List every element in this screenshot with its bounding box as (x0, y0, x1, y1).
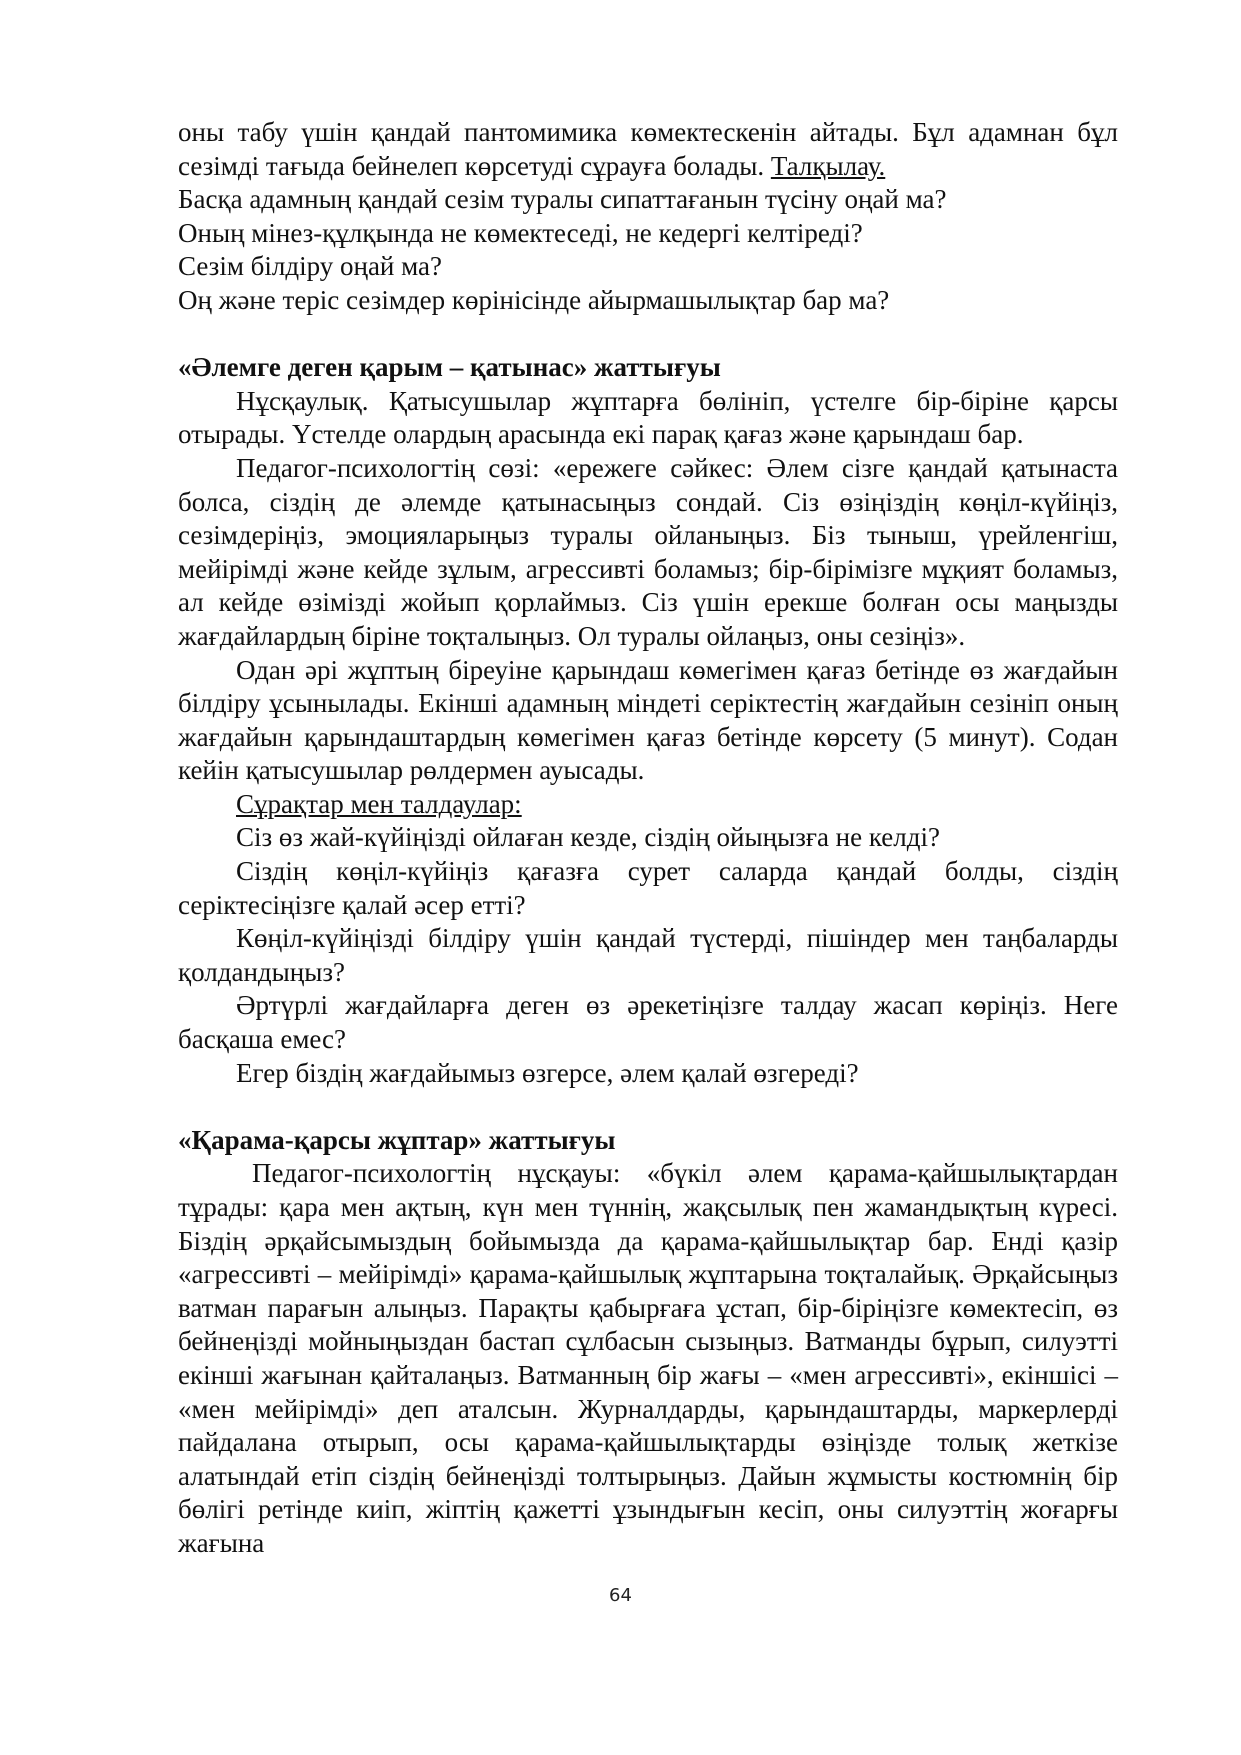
section-1-psychologist-words: Педагог-психологтің сөзі: «ережеге сәйкес: Әлем сізге қандай қатынаста болса, сіздің де әлемде қатынасыңыз сондай. Сіз өзіңіздің көңіл-күйіңіз, сезімдеріңіз, эмоцияларыңыз туралы ойланыңыз. Біз тыныш, үрейленгіш, мейірімді және кейде зұлым, агрессивті боламыз; бір-бірімізге мұқият боламыз, ал кейде өзімізді жойып қорлаймыз. Сіз үшін ерекше болған осы маңызды жағдайлардың біріне тоқталыңыз. Ол туралы ойлаңыз, оны сезіңіз». (178, 452, 1118, 651)
discussion-heading: Талқылау. (770, 150, 886, 181)
document-body (178, 116, 1118, 1561)
intro-paragraph (178, 116, 1118, 183)
intro-question-4: Оң және теріс сезімдер көрінісінде айырмашылықтар бар ма? (178, 284, 890, 315)
section-gap (178, 318, 1118, 352)
section-gap (178, 1090, 1118, 1124)
intro-question-3: Сезім білдіру оңай ма? (178, 251, 443, 282)
section-1-question-1: Сіз өз жай-күйіңізді ойлаған кезде, сіздің ойыңызға не келді? (236, 822, 940, 853)
section-1-question-4: Әртүрлі жағдайларға деген өз әрекетіңізге талдау жасап көріңіз. Неге басқаша емес? (178, 990, 1118, 1055)
intro-question-1: Басқа адамның қандай сезім туралы сипаттағанын түсіну оңай ма? (178, 184, 947, 215)
section-2-title: «Қарама-қарсы жұптар» жаттығуы (178, 1124, 616, 1155)
section-1-question-5: Егер біздің жағдайымыз өзгерсе, әлем қалай өзгереді? (236, 1057, 859, 1088)
section-1-instructions: Нұсқаулық. Қатысушылар жұптарға бөлініп, үстелге бір-біріне қарсы отырады. Үстелде олардың арасында екі парақ қағаз және қарындаш бар. (178, 385, 1118, 450)
section-1-title: «Әлемге деген қарым – қатынас» жаттығуы (178, 352, 721, 383)
intro-question-2: Оның мінез-құлқында не көмектеседі, не кедергі келтіреді? (178, 217, 863, 248)
section-1-question-3: Көңіл-күйіңізді білдіру үшін қандай түстерді, пішіндер мен таңбаларды қолдандыңыз? (178, 923, 1118, 987)
intro-text: оны табу үшін қандай пантомимика көмектескенін айтады. Бұл адамнан бұл сезімді тағыда бейнелеп көрсетуді сұрауға болады. (178, 117, 1118, 181)
section-1-procedure: Одан әрі жұптың біреуіне қарындаш көмегімен қағаз бетінде өз жағдайын білдіру ұсынылады. Екінші адамның міндеті серіктестің жағдайын сезініп оның жағдайын қарындаштардың көмегімен қағаз бетінде көрсету (5 минут). Содан кейін қатысушылар рөлдермен ауысады. (178, 654, 1118, 786)
section-1-question-2: Сіздің көңіл-күйіңіз қағазға сурет саларда қандай болды, сіздің серіктесіңізге қалай әсер етті? (178, 856, 1118, 920)
analysis-heading: Сұрақтар мен талдаулар: (236, 788, 522, 819)
section-1-analysis-heading-line (178, 788, 1118, 822)
section-2-instructions: Педагог-психологтің нұсқауы: «бүкіл әлем қарама-қайшылықтардан тұрады: қара мен ақтың, күн мен түннің, жақсылық пен жамандықтың күресі. Біздің әрқайсымыздың бойымызда да қарама-қайшылықтар бар. Енді қазір «агрессивті – мейірімді» қарама-қайшылық жұптарына тоқталайық. Әрқайсыңыз ватман парағын алыңыз. Парақты қабырғаға ұстап, бір-біріңізге көмектесіп, өз бейнеңізді мойныңыздан бастап сұлбасын сызыңыз. Ватманды бұрып, силуэтті екінші жағынан қайталаңыз. Ватманның бір жағы – «мен агрессивті», екіншісі – «мен мейірімді» деп аталсын. Журналдарды, қарындаштарды, маркерлерді пайдалана отырып, осы қарама-қайшылықтарды өзіңізде толық жеткізе алатындай етіп сіздің бейнеңізді толтырыңыз. Дайын жұмысты костюмнің бір бөлігі ретінде киіп, жіптің қажетті ұзындығын кесіп, оны силуэттің жоғарғы жағына (178, 1158, 1118, 1558)
page-number: 64 (609, 1585, 632, 1606)
